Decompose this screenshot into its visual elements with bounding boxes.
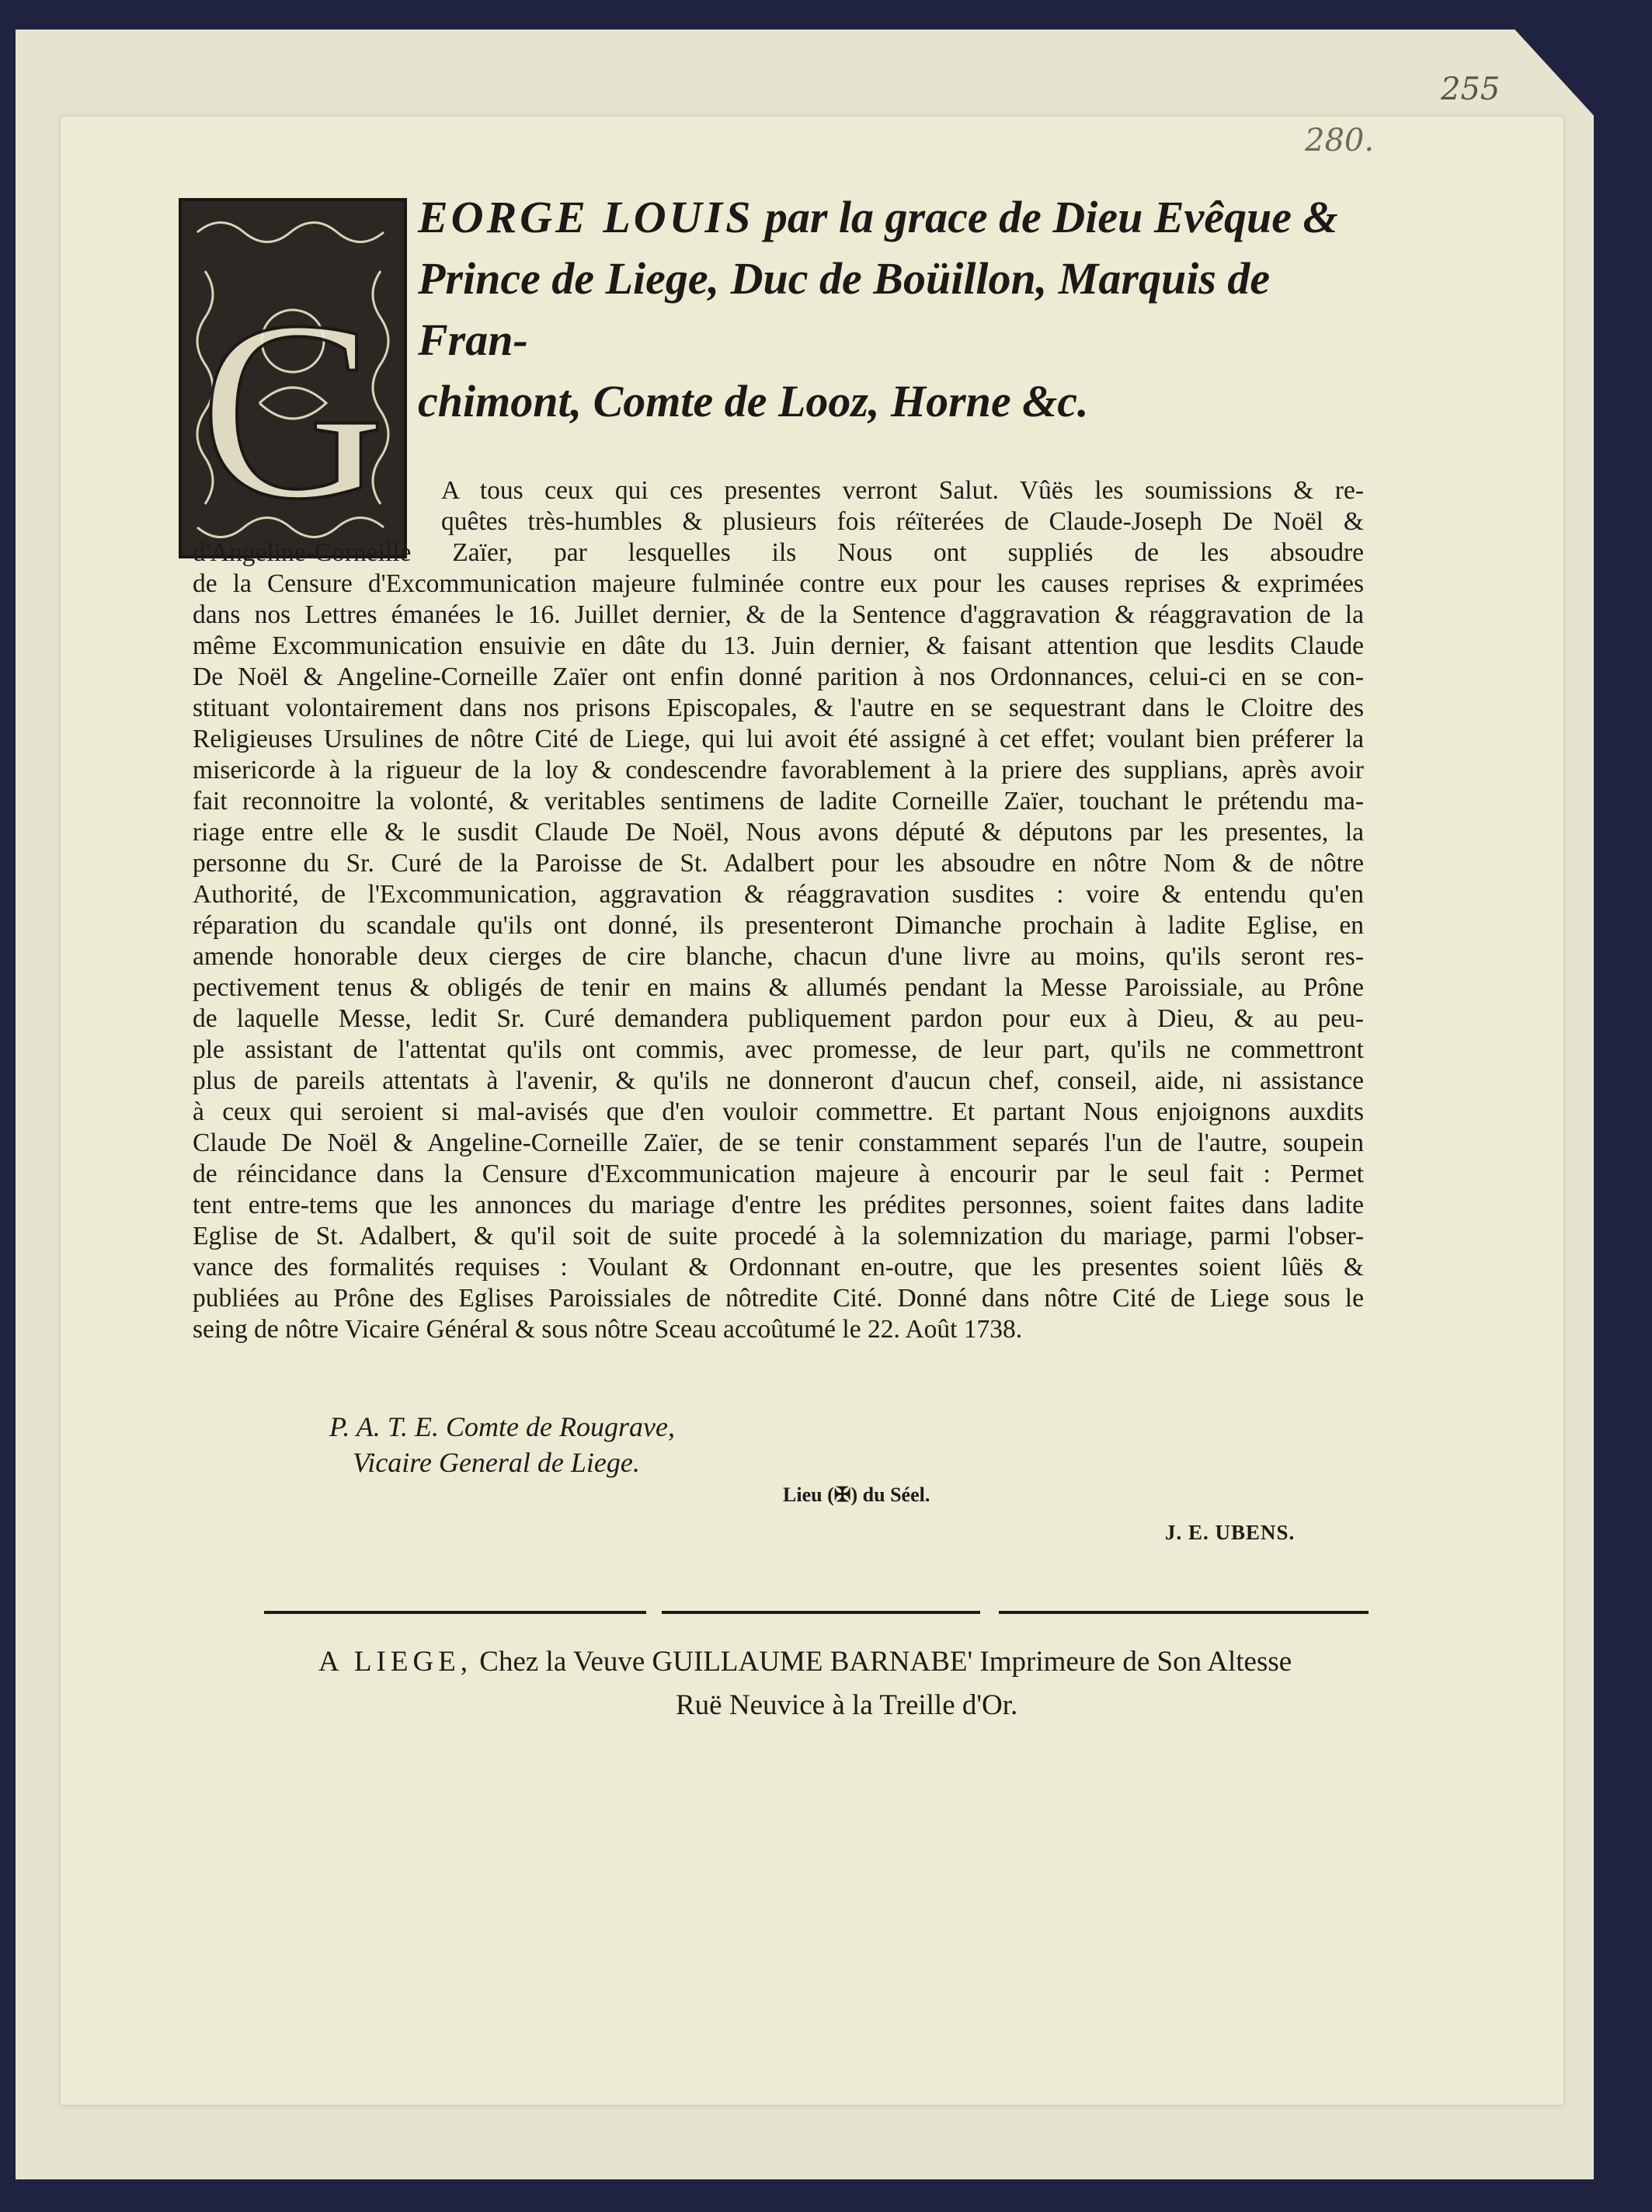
body-line: Authorité, de l'Excommunication, aggravation & réaggravation susdites : voire & entendu qu'en bbox=[193, 880, 1364, 909]
body-line: d'Angeline-Corneille Zaïer, par lesquelles ils Nous ont suppliés de les absoudre bbox=[193, 538, 1364, 567]
divider-rule bbox=[662, 1611, 980, 1614]
body-line: Eglise de St. Adalbert, & qu'il soit de suite procedé à la solemnization du mariage, parmi l'obser- bbox=[193, 1222, 1364, 1250]
body-line: stituant volontairement dans nos prisons Episcopales, & l'autre en se sequestrant dans le Cloitre des bbox=[193, 694, 1364, 722]
body-line: réparation du scandale qu'ils ont donné, ils presenteront Dimanche prochain à ladite Eglise, en bbox=[193, 911, 1364, 940]
imprint-city: A LIEGE, bbox=[318, 1646, 473, 1678]
body-line: A tous ceux qui ces presentes verront Salut. Vûës les soumissions & re- bbox=[441, 476, 1364, 505]
seal-notation: Lieu (✠) du Séel. bbox=[783, 1483, 930, 1506]
signature-block bbox=[329, 1409, 675, 1480]
imprint-printer: Chez la Veuve GUILLAUME BARNABE' Imprimeure de Son Altesse bbox=[479, 1646, 1292, 1678]
body-line: fait reconnoitre la volonté, & veritables sentimens de ladite Corneille Zaïer, touchant le prétendu ma- bbox=[193, 787, 1364, 816]
title-name: EORGE LOUIS bbox=[418, 192, 754, 242]
body-line: amende honorable deux cierges de cire blanche, chacun d'une livre au moins, qu'ils seront res- bbox=[193, 942, 1364, 971]
title-heading bbox=[418, 186, 1365, 432]
body-line: De Noël & Angeline-Corneille Zaïer ont enfin donné parition à nos Ordonnances, celui-ci en se con- bbox=[193, 663, 1364, 691]
body-line: publiées au Prône des Eglises Paroissiales de nôtredite Cité. Donné dans nôtre Cité de Liege sous le bbox=[193, 1284, 1364, 1313]
body-line: à ceux qui seroient si mal-avisés que d'en vouloir commettre. Et partant Nous enjoignons auxdits bbox=[193, 1097, 1364, 1126]
body-line: même Excommunication ensuivie en dâte du 13. Juin dernier, & faisant attention que lesdits Claude bbox=[193, 631, 1364, 660]
body-line: Claude De Noël & Angeline-Corneille Zaïer, de se tenir constamment separés l'un de l'autre, soupein bbox=[193, 1129, 1364, 1157]
body-line: dans nos Lettres émanées le 16. Juillet dernier, & de la Sentence d'aggravation & réaggravation de la bbox=[193, 600, 1364, 629]
body-line: vance des formalités requises : Voulant & Ordonnant en-outre, que les presentes soient lûës & bbox=[193, 1253, 1364, 1282]
body-line: seing de nôtre Vicaire Général & sous nôtre Sceau accoûtumé le 22. Août 1738. bbox=[193, 1315, 1023, 1344]
signature-line-1: P. A. T. E. Comte de Rougrave, bbox=[329, 1411, 675, 1442]
divider-rule bbox=[999, 1611, 1369, 1614]
body-line: tent entre-tems que les annonces du mariage d'entre les prédites personnes, soient faites dans ladite bbox=[193, 1191, 1364, 1219]
body-line: ple assistant de l'attentat qu'ils ont commis, avec promesse, de leur part, qu'ils ne commettront bbox=[193, 1035, 1364, 1064]
title-line-1-rest: par la grace de Dieu Evêque & bbox=[764, 192, 1338, 242]
svg-text:G: G bbox=[200, 269, 386, 552]
body-line: de réincidance dans la Censure d'Excommunication majeure à encourir par le seul fait : Permet bbox=[193, 1160, 1364, 1188]
body-line: misericorde à la rigueur de la loy & condescendre favorablement à la priere des supplians, après avoir bbox=[193, 756, 1364, 784]
printer-imprint bbox=[318, 1640, 1292, 1727]
title-line-1 bbox=[418, 186, 1365, 248]
imprint-line-1 bbox=[318, 1640, 1292, 1684]
title-line-3: chimont, Comte de Looz, Horne &c. bbox=[418, 376, 1089, 426]
folio-number-inner: 280. bbox=[1305, 123, 1375, 158]
imprint-line-2: Ruë Neuvice à la Treille d'Or. bbox=[676, 1689, 1018, 1721]
folio-number-outer: 255 bbox=[1441, 71, 1501, 107]
body-line: plus de pareils attentats à l'avenir, & qu'ils ne donneront d'aucun chef, conseil, aide, ni assistance bbox=[193, 1066, 1364, 1095]
body-line: personne du Sr. Curé de la Paroisse de St. Adalbert pour les absoudre en nôtre Nom & de nôtre bbox=[193, 849, 1364, 878]
body-line: de laquelle Messe, ledit Sr. Curé demandera publiquement pardon pour eux à Dieu, & au peu- bbox=[193, 1004, 1364, 1033]
title-line-2: Prince de Liege, Duc de Boüillon, Marquis de Fran- bbox=[418, 253, 1271, 365]
body-line: riage entre elle & le susdit Claude De Noël, Nous avons député & députons par les presentes, la bbox=[193, 818, 1364, 847]
secretary-signature: J. E. UBENS. bbox=[1165, 1521, 1296, 1544]
divider-rule bbox=[264, 1611, 646, 1614]
body-line: quêtes très-humbles & plusieurs fois réïterées de Claude-Joseph De Noël & bbox=[441, 507, 1364, 536]
body-line: Religieuses Ursulines de nôtre Cité de Liege, qui lui avoit été assigné à cet effet; voulant bien préferer la bbox=[193, 725, 1364, 753]
body-line: de la Censure d'Excommunication majeure fulminée contre eux pour les causes reprises & exprimées bbox=[193, 569, 1364, 598]
ordinance-body bbox=[193, 475, 1364, 1345]
signature-line-2: Vicaire General de Liege. bbox=[353, 1447, 640, 1478]
body-line: pectivement tenus & obligés de tenir en mains & allumés pendant la Messe Paroissiale, au Prône bbox=[193, 973, 1364, 1002]
